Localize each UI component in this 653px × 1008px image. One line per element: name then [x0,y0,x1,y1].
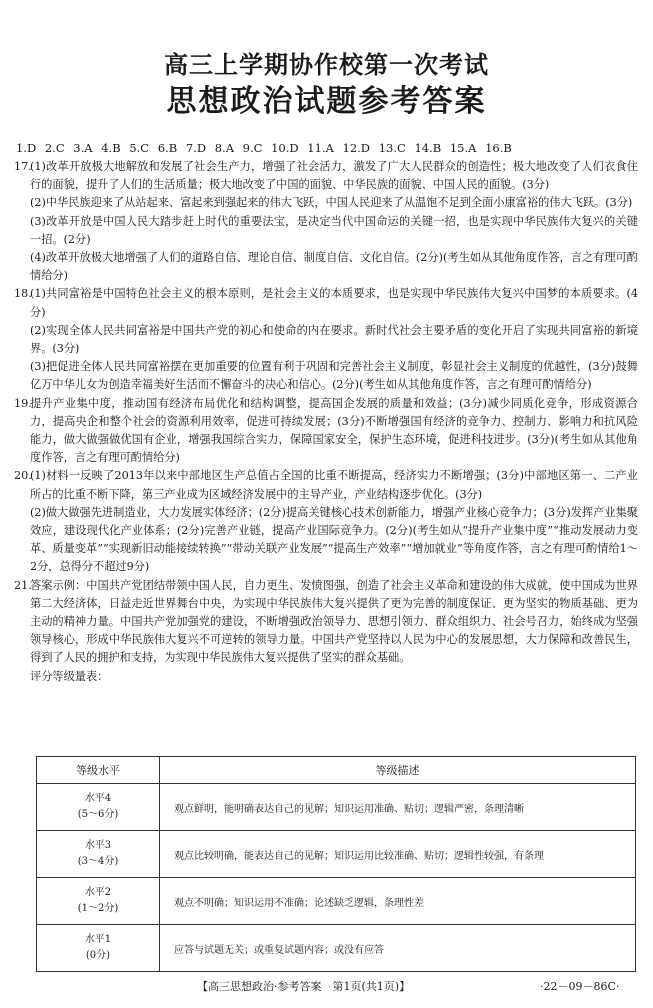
table-row [37,925,636,972]
column-header: 等级描述 [160,757,636,784]
level-cell [37,831,160,878]
answer-paragraph: (2)实现全体人民共同富裕是中国共产党的初心和使命的内在要求。新时代社会主要矛盾的变化开启了实现共同富裕的新境界。(3分) [30,323,638,356]
choice-answer: 6.B [157,141,178,155]
choice-answer: 12.D [342,141,371,155]
level-cell [37,784,160,831]
choice-answer: 10.D [271,141,299,155]
question-number: 18. [14,287,32,301]
choice-answers-row [16,140,636,156]
level-cell [37,878,160,925]
question-20 [16,467,638,576]
level-description: 应答与试题无关；或重复试题内容；或没有应答 [160,925,636,972]
level-name: 水平2 [84,887,112,898]
answer-paragraph: (2)中华民族迎来了从站起来、富起来到强起来的伟大飞跃，中国人民迎来了从温饱不足到全面小康富裕的伟大飞跃。(3分) [30,196,633,210]
footer-page-info: 【高三思想政治·参考答案 第1页(共1页)】 [197,980,411,993]
question-number: 20. [14,469,32,483]
answer-paragraph: (2)做大做强先进制造业，大力发展实体经济；(2分)提高关键核心技术创新能力，增强产业核心竞争力；(3分)发挥产业集聚效应，建设现代化产业体系；(2分)完善产业链，提高产业国际竞争力。(2分)(考生如从“提升产业集中度”“推动发展动力变革、质量变革”“实现新旧动能接续转换”“带动关联产业发展”“提高生产效率”“增加就业”等角度作答，言之有理可酌情给1～2分，总得分不超过9分) [30,505,638,574]
question-18 [16,285,638,394]
answer-paragraph: (3)改革开放是中国人民大踏步赶上时代的重要法宝，是决定当代中国命运的关键一招，也是实现中华民族伟大复兴的关键一招。(2分) [30,214,638,246]
question-number: 17. [14,160,32,173]
choice-answer: 2.C [44,141,65,155]
table-row [37,878,636,925]
choice-answer: 16.B [485,141,512,155]
table-row [37,784,636,831]
question-21 [16,577,638,686]
level-name: 水平4 [84,793,112,804]
answer-paragraph: (3)把促进全体人民共同富裕摆在更加重要的位置有利于巩固和完善社会主义制度，彰显社会主义制度的优越性，(3分)鼓舞亿万中华儿女为创造幸福美好生活而不懈奋斗的决心和信心。(2分)(考生如从其他角度作答，言之有理可酌情给分) [30,360,638,392]
level-description: 观点比较明确，能表达自己的见解；知识运用比较准确、贴切；逻辑性较强，有条理 [160,831,636,878]
choice-answer: 3.A [73,141,93,155]
choice-answer: 13.C [378,141,406,155]
answer-paragraph: (1)改革开放极大地解放和发展了社会生产力，增强了社会活力，激发了广大人民群众的创造性；极大地改变了人们衣食住行的面貌，提升了人们的生活质量；极大地改变了中国的面貌、中华民族的面貌、中国人民的面貌。(3分) [30,160,638,192]
grading-scale-label: 评分等级量表： [30,669,109,683]
question-number: 21. [14,578,32,592]
level-name: 水平3 [84,840,112,851]
choice-answer: 9.C [242,141,263,155]
choice-answer: 8.A [214,141,234,155]
level-description: 观点鲜明，能明确表达自己的见解；知识运用准确、贴切；逻辑严密，条理清晰 [160,784,636,831]
grading-scale-table [36,756,636,972]
answer-paragraph: 提升产业集中度，推动国有经济布局优化和结构调整，提高国企发展的质量和效益；(3分)减少同质化竞争，形成资源合力，提高央企和整个社会的资源利用效率，促进可持续发展；(3分)不断增强国有经济的竞争力、控制力、影响力和抗风险能力，做大做强做优国有企业，增强我国综合实力，保障国家安全，保护生态环境，促进科技进步。(3分)(考生如从其他角度作答，言之有理可酌情给分) [30,396,638,465]
choice-answer: 14.B [414,141,442,155]
level-points: (0分) [85,950,111,961]
level-name: 水平1 [84,934,112,945]
exam-title: 高三上学期协作校第一次考试 [164,50,489,79]
answer-content [16,158,638,686]
answer-paragraph: (1)材料一反映了2013年以来中部地区生产总值占全国的比重不断提高，经济实力不断增强；(3分)中部地区第一、二产业所占的比重不断下降，第三产业成为区域经济发展中的主导产业，产业结构逐步优化。(3分) [30,469,638,501]
level-points: (1～2分) [77,903,119,914]
answer-paragraph: (1)共同富裕是中国特色社会主义的根本原则，是社会主义的本质要求，也是实现中华民族伟大复兴中国梦的本质要求。(4分) [30,287,638,319]
choice-answer: 15.A [449,141,477,155]
answer-paragraph: 答案示例：中国共产党团结带领中国人民，自力更生、发愤图强，创造了社会主义革命和建设的伟大成就，使中国成为世界第二大经济体，日益走近世界舞台中央，为实现中华民族伟大复兴提供了更为完善的制度保证、更为坚实的物质基础、更为主动的精神力量。中国共产党加强党的建设，不断增强政治领导力、思想引领力、群众组织力、社会号召力，始终成为坚强领导核心，形成中华民族伟大复兴不可逆转的领导力量。中国共产党坚持以人民为中心的发展思想，大力保障和改善民生，得到了人民的拥护和支持，为实现中华民族伟大复兴提供了坚实的群众基础。 [30,578,638,665]
question-19 [16,395,638,468]
column-header: 等级水平 [37,757,160,784]
choice-answer: 7.D [185,141,207,155]
table-header-row [37,757,636,784]
answer-key-title: 思想政治试题参考答案 [166,84,487,119]
choice-answer: 5.C [129,141,150,155]
level-points: (5～6分) [77,809,119,820]
level-description: 观点不明确；知识运用不准确；论述缺乏逻辑，条理性差 [160,878,636,925]
choice-answer: 4.B [101,141,121,155]
choice-answer: 1.D [16,141,37,155]
footer-code: ·22－09－86C· [540,980,620,993]
question-17 [16,158,638,285]
choice-answer: 11.A [307,141,334,155]
table-row [37,831,636,878]
level-cell [37,925,160,972]
level-points: (3～4分) [77,856,119,867]
answer-paragraph: (4)改革开放极大地增强了人们的道路自信、理论自信、制度自信、文化自信。(2分)(考生如从其他角度作答，言之有理可酌情给分) [30,251,638,283]
question-number: 19. [14,396,32,410]
